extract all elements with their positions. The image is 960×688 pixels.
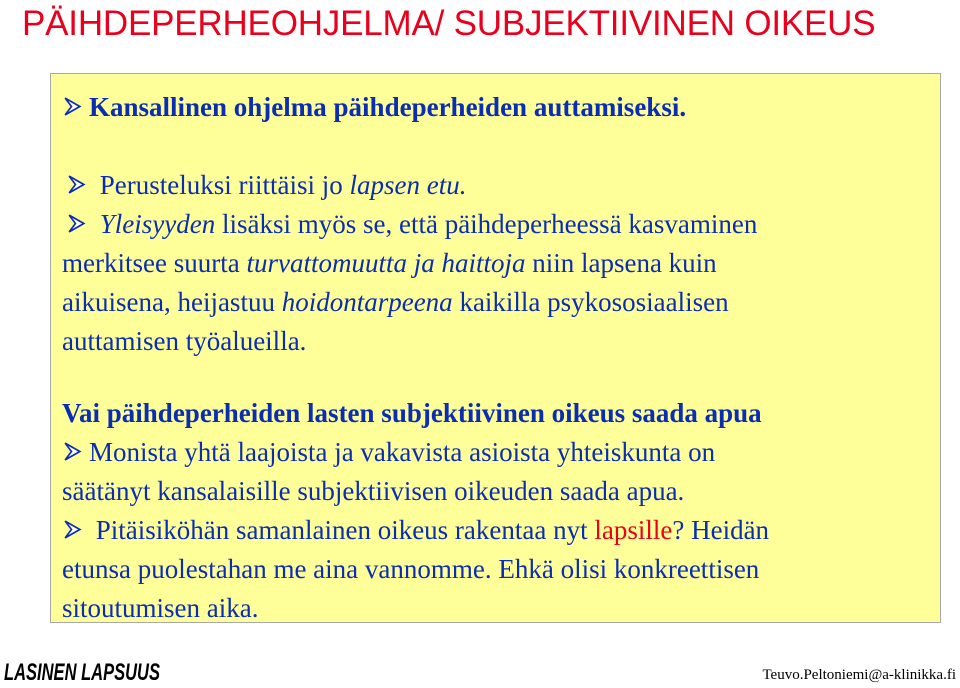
heading-subjective-right (62, 394, 928, 433)
bullet-italic-text: turvattomuutta ja haittoja (246, 248, 526, 278)
bullet-italic-text: hoidontarpeena (281, 287, 453, 317)
heading-national-program (62, 88, 928, 127)
logo-text: LASINEN LAPSUUS (4, 659, 160, 686)
highlight-children-word: lapsille (594, 515, 673, 545)
bullet-text: Pitäisiköhän samanlainen oikeus rakentaa nyt (95, 515, 595, 545)
bullet-children-right-line2 (62, 550, 928, 589)
bullet-text: lisäksi myös se, että päihdeperheessä kasvaminen (215, 209, 758, 239)
arrow-bullet-icon (62, 441, 83, 462)
bullet-prevalence-line4 (62, 322, 928, 361)
bullet-text: Perusteluksi riittäisi jo (99, 170, 350, 200)
bullet-text: etunsa puolestahan me aina vannomme. Ehkä olisi konkreettisen (62, 554, 760, 584)
spacer (62, 361, 928, 394)
author-email: Teuvo.Peltoniemi@a-klinikka.fi (762, 667, 956, 683)
bullet-text: aikuisena, heijastuu (62, 287, 282, 317)
bullet-society-enacted (62, 433, 928, 472)
lasinen-lapsuus-logo (4, 655, 164, 687)
bullet-text: säätänyt kansalaisille subjektiivisen oikeuden saada apua. (62, 476, 685, 506)
heading-text: Kansallinen ohjelma päihdeperheiden auttamiseksi. (89, 92, 687, 122)
bullet-society-enacted-line2 (62, 472, 928, 511)
arrow-bullet-icon (62, 519, 83, 540)
bullet-prevalence-line2 (62, 244, 928, 283)
bullet-child-interest (62, 166, 928, 205)
bullet-prevalence (62, 205, 928, 244)
bullet-children-right (62, 511, 928, 550)
bullet-text: niin lapsena kuin (525, 248, 717, 278)
bullet-text: Monista yhtä laajoista ja vakavista asioista yhteiskunta on (89, 437, 716, 467)
bullet-prevalence-line3 (62, 283, 928, 322)
bullet-text: merkitsee suurta (62, 248, 247, 278)
slide-title: PÄIHDEPERHEOHJELMA/ SUBJEKTIIVINEN OIKEUS (22, 4, 876, 43)
bullet-text: auttamisen työalueilla. (62, 326, 307, 356)
bullet-text: sitoutumisen aika. (62, 593, 259, 623)
bullet-text: ? Heidän (672, 515, 770, 545)
bullet-italic-text: Yleisyyden (99, 209, 216, 239)
bullet-italic-text: lapsen etu. (349, 170, 467, 200)
arrow-bullet-icon (66, 213, 87, 234)
arrow-bullet-icon (66, 174, 87, 195)
arrow-bullet-icon (62, 96, 83, 117)
bullet-children-right-line3 (62, 589, 928, 628)
bullet-text: kaikilla psykososiaalisen (452, 287, 729, 317)
content-box (50, 73, 941, 623)
spacer (62, 127, 928, 166)
heading-text: Vai päihdeperheiden lasten subjektiivinen oikeus saada apua (62, 398, 762, 428)
